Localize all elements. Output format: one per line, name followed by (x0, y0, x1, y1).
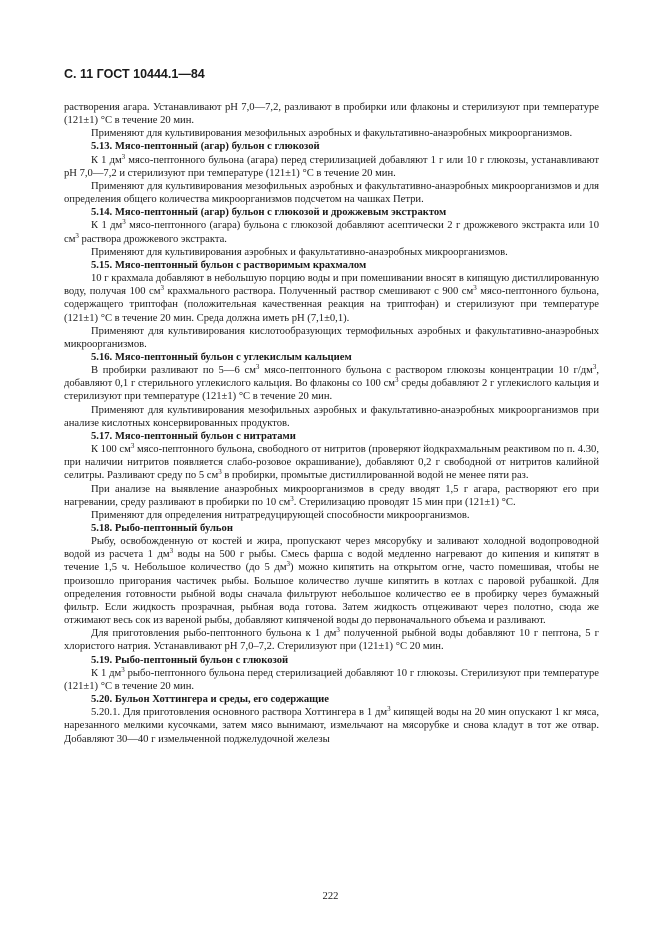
paragraph: 5.20.1. Для приготовления основного раствора Хоттингера в 1 $дм^3$ кипящей воды на 20 мин опускают 1 кг мяса, нарезанного мелкими кусочками, затем мясо вынимают, измельчают на мясорубке и снова кладут в тот же отвар. Добавляют 30—40 г измельченной поджелудочной железы (64, 705, 599, 745)
paragraph: 10 г крахмала добавляют в небольшую порцию воды и при помешивании вносят в кипящую дистиллированную воду, получая 100 $см^3$ крахмального раствора. Полученный раствор смешивают с 900 $см^3$ мясо-пептонного бульона, содержащего триптофан (положительная качественная реакция на триптофан) и стерилизуют при температуре (121±1) °С в течение 20 мин. Среда должна иметь рН (7,1±0,1). (64, 273, 600, 324)
section-heading: 5.13. Мясо-пептонный (агар) бульон с глюкозой (91, 141, 320, 153)
document-body (64, 101, 599, 746)
section-heading: 5.17. Мясо-пептонный бульон с нитратами (91, 430, 296, 442)
paragraph: При анализе на выявление анаэробных микроорганизмов в среду вводят 1,5 г агара, растворяют его при нагревании, среду разливают в пробирки по 10 $см^3$. Стерилизацию проводят 15 мин при (121±1) °С. (64, 483, 599, 508)
paragraph: К 1 $дм^3$ мясо-пептонного бульона (агара) перед стерилизацией добавляют 1 г или 10 г глюкозы, устанавливают рН 7,0—7,2 и стерилизуют при температуре (121±1) °С в течение 20 мин. (64, 152, 599, 179)
paragraph: Применяют для культивирования аэробных и факультативно-анаэробных микроорганизмов. (91, 246, 508, 258)
page-header: С. 11 ГОСТ 10444.1—84 (64, 67, 205, 81)
section-heading: 5.14. Мясо-пептонный (агар) бульон с глюкозой и дрожжевым экстрактом (91, 207, 447, 219)
paragraph: Для приготовления рыбо-пептонного бульона к 1 $дм^3$ полученной рыбной воды добавляют 10 г пептона, 5 г хлористого натрия. Устанавливают рН 7,0–7,2. Стерилизуют при (121±1) °С 20 мин. (64, 626, 599, 653)
paragraph: Применяют для культивирования мезофильных аэробных и факультативно-анаэробных микроорганизмов. (91, 128, 573, 140)
section-heading: 5.15. Мясо-пептонный бульон с растворимым крахмалом (91, 259, 367, 271)
section-heading: 5.20. Бульон Хоттингера и среды, его содержащие (91, 694, 329, 706)
paragraph: К 100 $см^3$ мясо-пептонного бульона, свободного от нитритов (проверяют йодкрахмальным реактивом по п. 4.30, при наличии нитритов появляется слабо-розовое окрашивание), добавляют 0,2 г свободной от нитритов калийной селитры. Разливают среду по 5 $см^3$ в пробирки, промытые дистиллированной водой не менее пяти раз. (64, 442, 599, 482)
paragraph: Применяют для культивирования мезофильных аэробных и факультативно-анаэробных микроорганизмов при анализе кислотных консервированных продуктов. (64, 404, 599, 429)
paragraph: Применяют для культивирования мезофильных аэробных и факультативно-анаэробных микроорганизмов и для определения общего количества микроорганизмов подсчетом на чашках Петри. (64, 180, 599, 206)
paragraph: В пробирки разливают по 5—6 $см^3$ мясо-пептонного бульона с раствором глюкозы концентрации 10 $г/дм^3$, добавляют 0,1 г стерильного углекислого кальция. Во флаконы со 100 $см^3$ среды добавляют 2 г углекислого кальция и стерилизуют при температуре (121±1) °С в течение 20 мин. (64, 363, 599, 403)
page-number: 222 (322, 891, 339, 902)
paragraph: растворения агара. Устанавливают рН 7,0—7,2, разливают в пробирки или флаконы и стерилизуют при температуре (121±1) °С в течение 20 мин. (64, 102, 599, 127)
paragraph: Рыбу, освобожденную от костей и жира, пропускают через мясорубку и заливают холодной водопроводной водой из расчета 1 $дм^3$ воды на 500 г рыбы. Смесь фарша с водой медленно нагревают до кипения и кипятят в течение 1,5 ч. Небольшое количество (до 5 $дм^3$) можно кипятить на открытом огне, часто помешивая, чтобы не произошло пригорания частичек рыбы. Большое количество лучше кипятить в котлах с паровой рубашкой. Для определения готовности рыбной воды сначала фильтруют небольшое количество ее в пробирку через бумажный фильтр. Если жидкость прозрачная, рыбная вода готова. Затем жидкость отцеживают через полотно, сюда же отжимают весь сок из вареной рыбы, добавляют кипяченой воды до первоначального объема и разливают. (64, 536, 599, 627)
paragraph: Применяют для определения нитратредуцирующей способности микроорганизмов. (91, 509, 470, 521)
paragraph: Применяют для культивирования кислотообразующих термофильных аэробных и факультативно-анаэробных микроорганизмов. (64, 325, 599, 350)
section-heading: 5.18. Рыбо-пептонный бульон (91, 523, 233, 534)
paragraph: К 1 $дм^3$ мясо-пептонного (агара) бульона с глюкозой добавляют асептически 2 г дрожжевого экстракта или 10 $см^3$ раствора дрожжевого экстракта. (64, 218, 599, 245)
section-heading: 5.16. Мясо-пептонный бульон с углекислым кальцием (91, 351, 352, 363)
section-heading: 5.19. Рыбо-пептонный бульон с глюкозой (91, 654, 289, 666)
paragraph: К 1 $дм^3$ рыбо-пептонного бульона перед стерилизацией добавляют 10 г глюкозы. Стерилизуют при температуре (121±1) °С в течение 20 мин. (64, 665, 599, 692)
document-page (64, 67, 599, 746)
